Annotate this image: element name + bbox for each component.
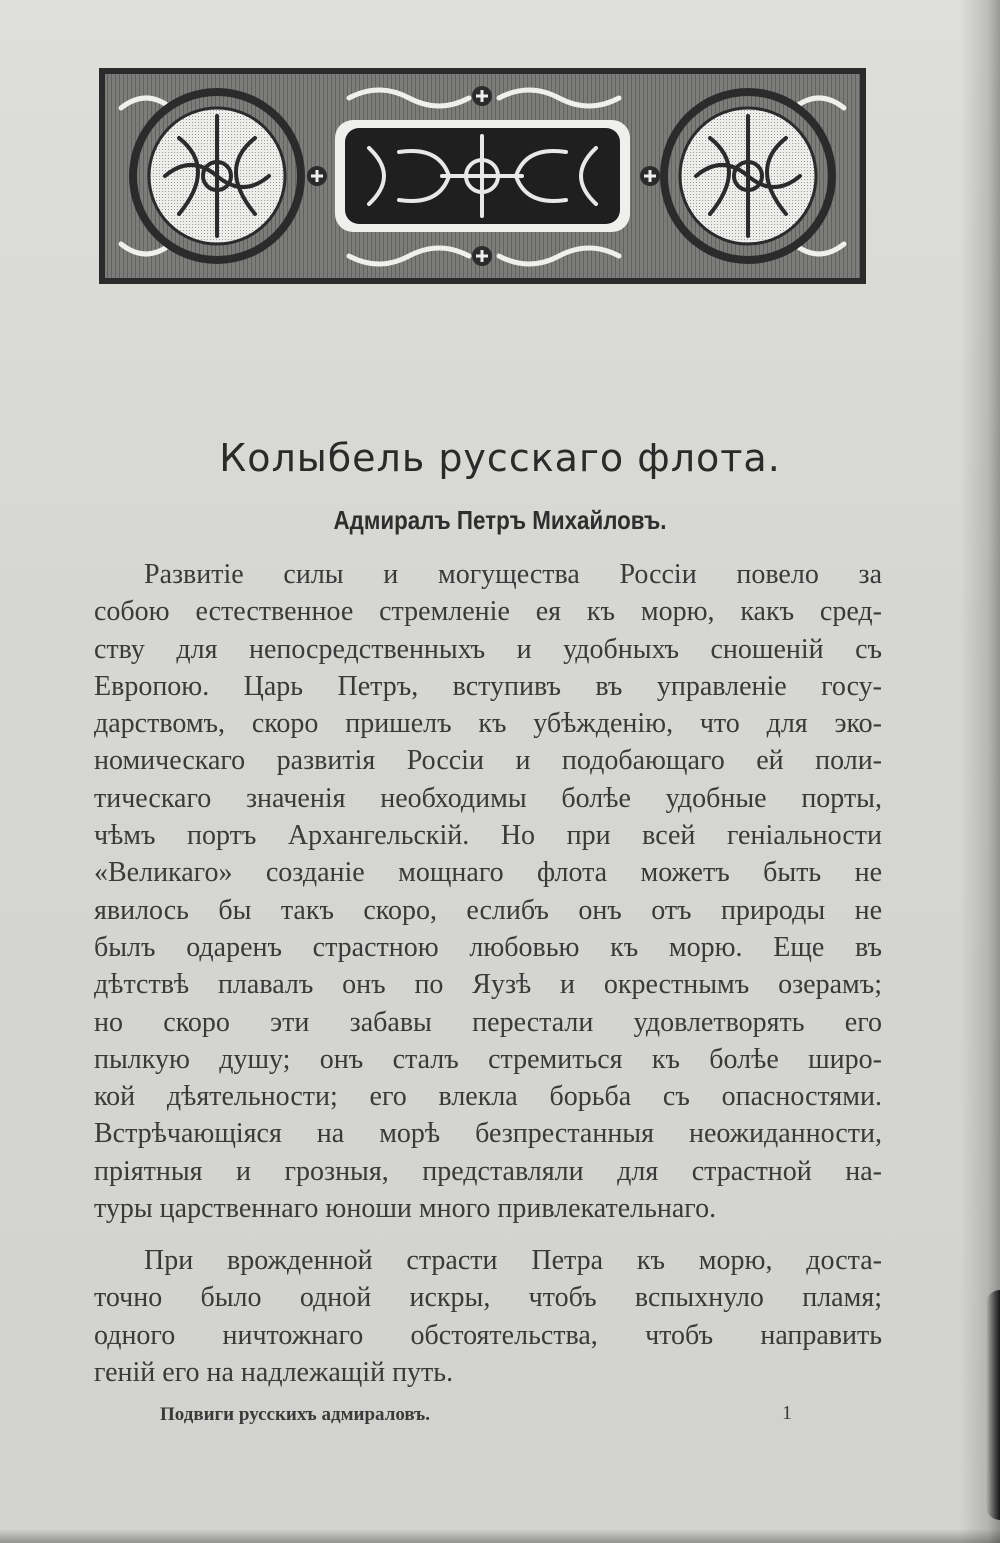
text-line: дарствомъ, скоро пришелъ къ убѣжденію, что для эко- [94, 708, 882, 740]
text-line: дѣтствѣ плавалъ онъ по Яузѣ и окрестнымъ озерамъ; [94, 969, 882, 1001]
body-paragraph [94, 556, 882, 1227]
text-line: одного ничтожнаго обстоятельства, чтобъ направить [94, 1319, 882, 1351]
text-line: «Великаго» созданіе мощнаго флота можетъ быть не [94, 857, 882, 889]
text-line: чѣмъ портъ Архангельскій. Но при всей геніальности [94, 820, 882, 852]
text-line: былъ одаренъ страстною любовью къ морю. Еще въ [94, 931, 882, 963]
scan-bottom-shadow [0, 1529, 1000, 1543]
text-line: явилось бы такъ скоро, еслибъ онъ отъ природы не [94, 894, 882, 926]
text-line: Встрѣчающіяся на морѣ безпрестанныя неожиданности, [94, 1118, 882, 1150]
text-line: ству для непосредственныхъ и удобныхъ сношеній съ [94, 633, 882, 665]
text-line: кой дѣятельности; его влекла борьба съ опасностями. [94, 1081, 882, 1113]
text-line: Европою. Царь Петръ, вступивъ въ управленіе госу- [94, 670, 882, 702]
running-footer-title: Подвиги русскихъ адмираловъ. [160, 1404, 431, 1425]
text-line: собою естественное стремленіе ея къ морю, какъ сред- [94, 596, 882, 628]
text-line: При врожденной страсти Петра къ морю, доста- [144, 1245, 882, 1276]
body-paragraph [94, 1242, 882, 1391]
text-line: пріятныя и грозныя, представляли для страстной на- [94, 1155, 882, 1187]
text-line: точно было одной искры, чтобъ вспыхнуло пламя; [94, 1282, 882, 1314]
text-line: туры царственнаго юноши много привлекательнаго. [94, 1193, 717, 1225]
text-line: номическаго развитія Россіи и подобающаго ей поли- [94, 745, 882, 777]
text-line: но скоро эти забавы перестали удовлетворять его [94, 1006, 882, 1038]
text-line: геній его на надлежащій путь. [94, 1356, 454, 1388]
page-number: 1 [782, 1402, 792, 1424]
text-line: Развитіе силы и могущества Россіи повело за [144, 559, 882, 590]
chapter-subtitle: Адмиралъ Петръ Михайловъ. [333, 505, 667, 535]
chapter-title: Колыбель русскаго флота. [219, 436, 781, 480]
text-line: пылкую душу; онъ сталъ стремиться къ болѣе широ- [94, 1043, 882, 1075]
text-line: тическаго значенія необходимы болѣе удобные порты, [94, 782, 882, 814]
decorative-header-ornament [99, 68, 866, 284]
scan-edge-shadow [986, 1290, 1000, 1520]
